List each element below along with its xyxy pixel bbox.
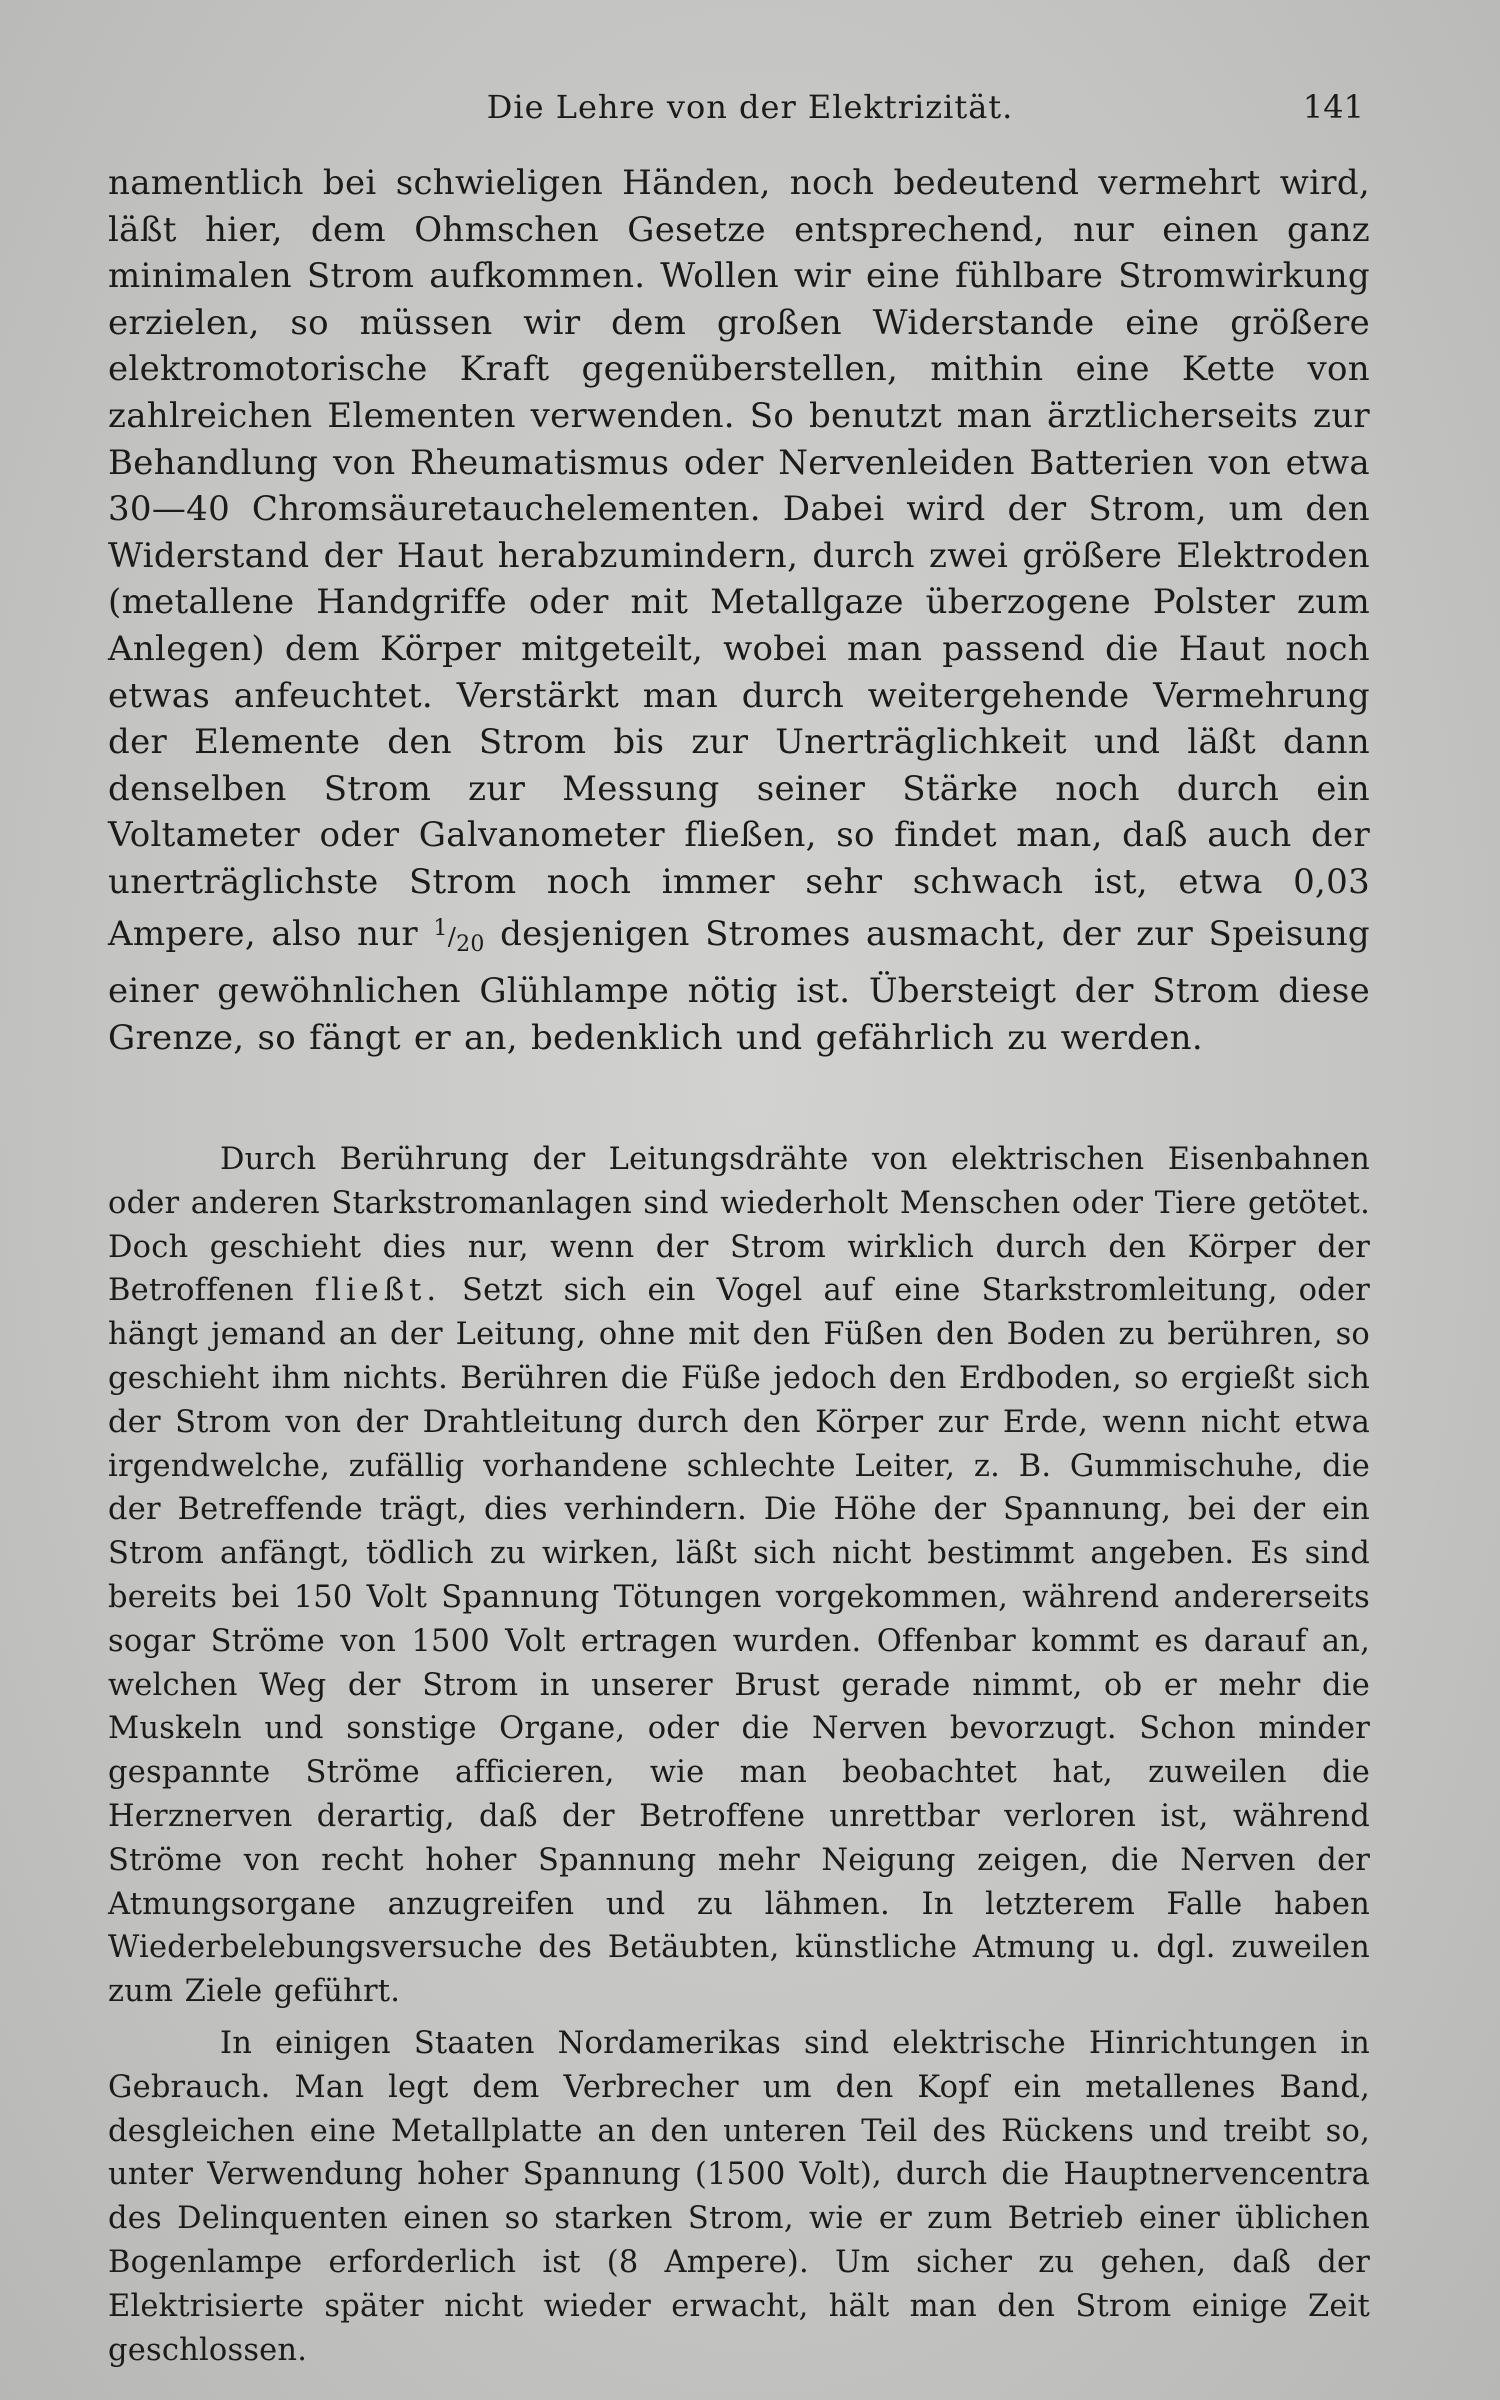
emphasized-word: fließt. [314,1273,442,1309]
running-title: Die Lehre von der Elektrizität. [486,88,1014,126]
paragraph-3: In einigen Staaten Nordamerikas sind elektrische Hinrichtungen in Gebrauch. Man legt dem Verbrecher um den Kopf ein metallenes Band, desgleichen eine Metallplatte an den unteren Teil des Rückens und treibt so, unter Verwendung hoher Spannung (1500 Volt), durch die Hauptnervencentra des Delinquenten einen so starken Strom, wie er zum Betrieb einer üblichen Bogenlampe erforderlich ist (8 Ampere). Um sicher zu gehen, daß der Elektrisierte später nicht wieder erwacht, hält man den Strom einige Zeit geschlossen. [108,2025,1370,2368]
paragraph-2-text-a: Durch Berührung der Leitungsdrähte von elektrischen Eisenbahnen oder anderen Starkstromanlagen sind wiederholt Menschen oder Tiere getötet. Doch geschieht dies nur, wenn der Strom wirklich durch den Körper der Betroffenen [108,1142,1370,1309]
body-text [108,160,1370,2372]
fraction: $^1/_{20}$ [433,915,485,957]
paragraph-1-text-b: desjenigen Stromes ausmacht, der zur Speisung einer gewöhnlichen Glühlampe nötig ist. Übersteigt der Strom diese Grenze, so fängt er an, bedenklich und gefährlich zu werden. [108,913,1370,1058]
running-head [0,88,1500,132]
fraction-numerator: 1 [433,915,448,941]
paragraph-1-text-a: namentlich bei schwieligen Händen, noch bedeutend vermehrt wird, läßt hier, dem Ohmschen Gesetze entsprechend, nur einen ganz minimalen Strom aufkommen. Wollen wir eine fühlbare Stromwirkung erzielen, so müssen wir dem großen Widerstande eine größere elektromotorische Kraft gegenüberstellen, mithin eine Kette von zahlreichen Elementen verwenden. So benutzt man ärztlicherseits zur Behandlung von Rheumatismus oder Nervenleiden Batterien von etwa 30—40 Chromsäuretauchelementen. Dabei wird der Strom, um den Widerstand der Haut herabzumindern, durch zwei größere Elektroden (metallene Handgriffe oder mit Metallgaze überzogene Polster zum Anlegen) dem Körper mitgeteilt, wobei man passend die Haut noch etwas anfeuchtet. Verstärkt man durch weitergehende Vermehrung der Elemente den Strom bis zur Unerträglichkeit und läßt dann denselben Strom zur Messung seiner Stärke noch durch ein Voltameter oder Galvanometer fließen, so findet man, daß auch der unerträglichste Strom noch immer sehr schwach ist, etwa 0,03 Ampere, also nur [108,163,1370,954]
page-number: 141 [1302,88,1364,126]
paragraph-2-text-b: Setzt sich ein Vogel auf eine Starkstromleitung, oder hängt jemand an der Leitung, ohne mit den Füßen den Boden zu berühren, so geschieht ihm nichts. Berühren die Füße jedoch den Erdboden, so ergießt sich der Strom von der Drahtleitung durch den Körper zur Erde, wenn nicht etwa irgendwelche, zufällig vorhandene schlechte Leiter, z. B. Gummischuhe, die der Betreffende trägt, dies verhindern. Die Höhe der Spannung, bei der ein Strom anfängt, tödlich zu wirken, läßt sich nicht bestimmt angeben. Es sind bereits bei 150 Volt Spannung Tötungen vorgekommen, während andererseits sogar Ströme von 1500 Volt ertragen wurden. Offenbar kommt es darauf an, welchen Weg der Strom in unserer Brust gerade nimmt, ob er mehr die Muskeln und sonstige Organe, oder die Nerven bevorzugt. Schon minder gespannte Ströme afficieren, wie man beobachtet hat, zuweilen die Herznerven derartig, daß der Betroffene unrettbar verloren ist, während Ströme von recht hoher Spannung mehr Neigung zeigen, die Nerven der Atmungsorgane anzugreifen und zu lähmen. In letzterem Falle haben Wiederbelebungsversuche des Betäubten, künstliche Atmung u. dgl. zuweilen zum Ziele geführt. [108,1273,1370,2010]
paragraph-2 [108,1138,1370,2014]
paragraph-1 [108,160,1370,1090]
fraction-denominator: 20 [456,931,485,957]
